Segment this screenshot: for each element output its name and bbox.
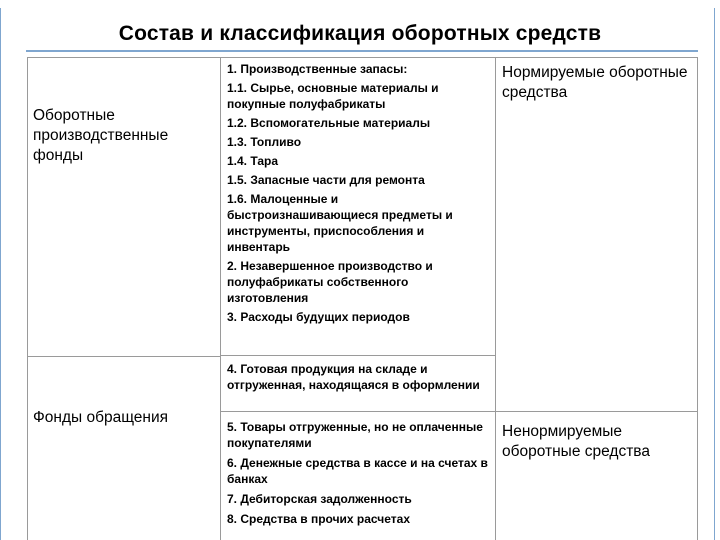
slide-frame-left (0, 8, 1, 540)
list-item: 1.3. Топливо (227, 135, 302, 149)
list-item: 1.2. Вспомогательные материалы (227, 116, 431, 130)
table-border-top (27, 57, 698, 58)
slide-frame-top (26, 50, 698, 52)
list-item: 7. Дебиторская задолженность (227, 492, 412, 506)
row-divider-left (27, 356, 221, 357)
production-funds-label: Оборотные производственные фонды (33, 107, 169, 164)
column-divider-2 (495, 57, 496, 540)
slide-frame-right (714, 8, 715, 540)
list-item: 2. Незавершенное производство и полуфабрикаты собственного изготовления (227, 259, 433, 305)
list-item: 1.1. Сырье, основные материалы и покупные полуфабрикаты (227, 81, 439, 111)
column-divider-1 (220, 57, 221, 540)
list-item: 1.6. Малоценные и быстроизнашивающиеся предметы и инструменты, приспособления и инвентарь (227, 192, 453, 254)
list-item: 8. Средства в прочих расчетах (227, 512, 410, 526)
items-group-non-normed (227, 419, 489, 527)
list-item: 1.4. Тара (227, 154, 279, 168)
list-item: 1. Производственные запасы: (227, 62, 408, 76)
row-divider-middle (220, 355, 496, 356)
circulation-funds-label: Фонды обращения (33, 409, 169, 426)
page-title: Состав и классификация оборотных средств (118, 22, 602, 45)
list-item: 5. Товары отгруженные, но не оплаченные покупателями (227, 420, 483, 450)
table-border-left (27, 57, 28, 540)
list-item: 6. Денежные средства в кассе и на счетах в банках (227, 456, 488, 486)
table-border-right (697, 57, 698, 540)
list-item: 3. Расходы будущих периодов (227, 310, 410, 324)
classification-table (27, 57, 698, 540)
row-divider-right (220, 411, 698, 412)
items-group-finished (227, 361, 489, 393)
list-item: 1.5. Запасные части для ремонта (227, 173, 425, 187)
normed-funds-label: Нормируемые оборотные средства (502, 64, 688, 101)
non-normed-funds-label: Ненормируемые оборотные средства (502, 423, 650, 460)
items-group-production (227, 61, 489, 325)
list-item: 4. Готовая продукция на складе и отгруженная, находящаяся в оформлении (227, 362, 480, 392)
